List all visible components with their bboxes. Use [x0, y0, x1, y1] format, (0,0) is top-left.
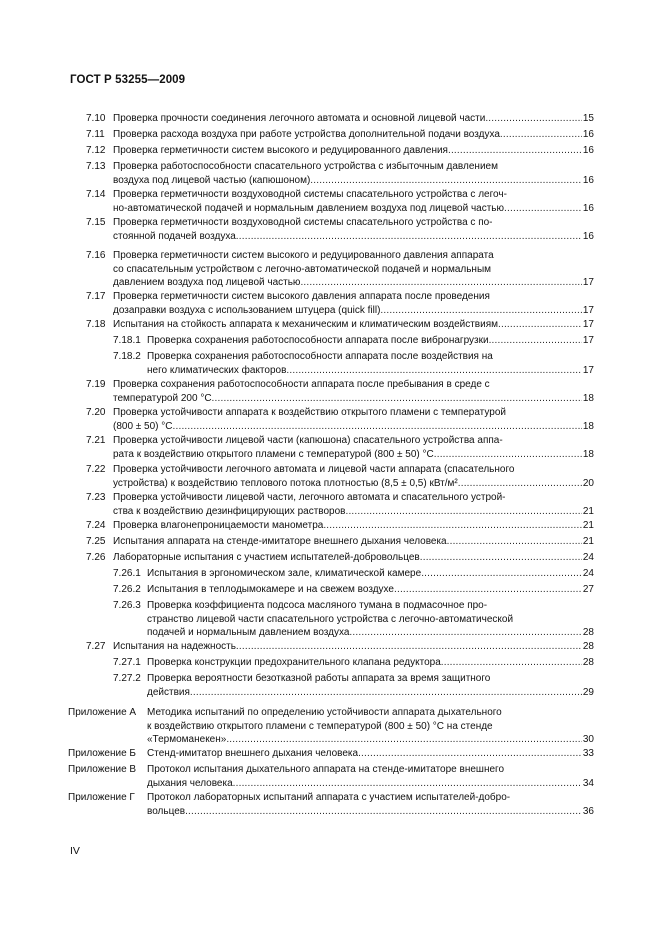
- dot-leader: [394, 583, 582, 597]
- page-number: IV: [70, 845, 80, 857]
- dot-leader: [236, 230, 582, 244]
- toc-entry-title-line: Проверка сохранения работоспособности аппарата после вибронагрузки: [147, 335, 489, 346]
- toc-entry-page: 18: [582, 448, 594, 460]
- toc-entry-number: Приложение Г: [68, 792, 135, 803]
- toc-entry-title-line: устройства) к воздействию теплового потока плотностью (8,5 ± 0,5) кВт/м²: [113, 477, 458, 489]
- toc-entry-number: 7.20: [86, 407, 106, 418]
- toc-entry-page: 34: [582, 777, 594, 789]
- toc-entry-number: 7.27.1: [113, 657, 141, 668]
- dot-leader: [345, 505, 581, 519]
- toc-entry-title-line: Протокол лабораторных испытаний аппарата с участием испытателей-добро-: [147, 792, 511, 803]
- toc-entry-number: 7.14: [86, 189, 106, 200]
- toc-entry-page: 17: [582, 335, 594, 346]
- dot-leader: [212, 392, 582, 406]
- toc-entry-title-line: Проверка расхода воздуха при работе устройства дополнительной подачи воздуха: [113, 129, 500, 140]
- toc-entry-title-line: рата к воздействию открытого пламени с температурой (800 ± 50) °С: [113, 448, 434, 460]
- toc-entry-title-line: Стенд-имитатор внешнего дыхания человека: [147, 748, 359, 759]
- dot-leader: [173, 420, 582, 434]
- dot-leader: [185, 805, 582, 819]
- toc-entry-page: 16: [582, 230, 594, 242]
- toc-entry-title-line: давлением воздуха под лицевой частью: [113, 277, 301, 288]
- toc-entry-title-line: Проверка устойчивости лицевой части (капюшона) спасательного устройства аппа-: [113, 435, 503, 446]
- dot-leader: [286, 364, 581, 378]
- toc-entry-title-line: Испытания аппарата на стенде-имитаторе внешнего дыхания человека: [113, 536, 447, 547]
- toc-entry-number: 7.25: [86, 536, 106, 547]
- toc-entry-title-line: Проверка герметичности систем высокого и редуцированного давления аппарата: [113, 250, 494, 261]
- toc-entry-number: 7.27.2: [113, 673, 141, 684]
- toc-entry-page: 33: [582, 748, 594, 759]
- toc-entry-number: 7.26.3: [113, 600, 141, 611]
- dot-leader: [380, 304, 581, 318]
- dot-leader: [498, 318, 582, 332]
- toc-entry-page: 20: [582, 477, 594, 489]
- toc-entry-title-line: вольцев: [147, 805, 186, 817]
- toc-entry-title-line: Проверка устойчивости аппарата к воздействию открытого пламени с температурой: [113, 407, 506, 418]
- toc-entry-title-line: но-автоматической подачей и нормальным давлением воздуха под лицевой частью: [113, 202, 505, 214]
- toc-entry-number: 7.12: [86, 145, 106, 156]
- toc-entry-number: 7.10: [86, 113, 106, 124]
- dot-leader: [349, 626, 581, 640]
- dot-leader: [236, 640, 582, 654]
- toc-entry-page: 36: [582, 805, 594, 817]
- dot-leader: [448, 144, 582, 158]
- toc-entry-number: 7.27: [86, 641, 106, 652]
- toc-entry-title-line: подачей и нормальным давлением воздуха: [147, 627, 350, 638]
- toc-entry-title-line: «Термоманекен»: [147, 734, 227, 745]
- toc-entry-page: 24: [582, 552, 594, 563]
- toc-entry-title-line: Проверка коэффициента подсоса масляного тумана в подмасочное про-: [147, 600, 488, 611]
- toc-entry-number: Приложение В: [68, 764, 137, 775]
- toc-entry-title-line: Проверка конструкции предохранительного клапана редуктора: [147, 657, 441, 668]
- toc-entry-title-line: Испытания в теплодымокамере и на свежем воздухе: [147, 584, 394, 595]
- dot-leader: [310, 174, 582, 188]
- toc-entry-title-line: (800 ± 50) °С: [113, 420, 173, 432]
- toc-entry-page: 18: [582, 392, 594, 404]
- toc-entry-title-line: Проверка герметичности систем высокого давления аппарата после проведения: [113, 291, 490, 302]
- toc-entry-title-line: Проверка устойчивости лицевой части, легочного автомата и спасательного устрой-: [113, 492, 506, 503]
- dot-leader: [420, 551, 582, 565]
- dot-leader: [489, 334, 582, 348]
- toc-entry-page: 17: [582, 364, 594, 376]
- toc-entry-page: 16: [582, 174, 594, 186]
- toc-entry-page: 21: [582, 520, 594, 531]
- toc-entry-page: 28: [582, 657, 594, 668]
- toc-entry-title-line: дозаправки воздуха с использованием штуцера (quick fill): [113, 304, 381, 316]
- dot-leader: [500, 128, 582, 142]
- toc-entry-page: 16: [582, 129, 594, 140]
- dot-leader: [233, 777, 582, 791]
- toc-entry-page: 30: [582, 734, 594, 745]
- toc-entry-title-line: Проверка сохранения работоспособности аппарата после пребывания в среде с: [113, 379, 490, 390]
- dot-leader: [421, 567, 582, 581]
- toc-entry-title-line: Протокол испытания дыхательного аппарата на стенде-имитаторе внешнего: [147, 764, 505, 775]
- toc-entry-page: 15: [582, 113, 594, 124]
- toc-entry-title-line: стоянной подачей воздуха: [113, 230, 236, 242]
- toc-entry-page: 17: [582, 319, 594, 330]
- toc-entry-title-line: Проверка герметичности систем высокого и редуцированного давления: [113, 145, 448, 156]
- toc-entry-number: 7.26.2: [113, 584, 141, 595]
- toc-entry-title-line: воздуха под лицевой частью (капюшоном): [113, 174, 311, 186]
- toc-entry-page: 21: [582, 536, 594, 547]
- toc-entry-title-line: со спасательным устройством с легочно-автоматической подачей и нормальным: [113, 263, 492, 275]
- toc-entry-title-line: Методика испытаний по определению устойчивости аппарата дыхательного: [147, 707, 502, 718]
- toc-entry-number: 7.17: [86, 291, 106, 302]
- toc-entry-page: 24: [582, 568, 594, 579]
- toc-entry-title-line: Лабораторные испытания с участием испытателей-добровольцев: [113, 552, 420, 563]
- toc-entry-number: 7.13: [86, 161, 106, 172]
- dot-leader: [458, 477, 582, 491]
- toc-entry-title-line: к воздействию открытого пламени с температурой (800 ± 50) °С на стенде: [147, 720, 493, 732]
- toc-entry-title-line: странство лицевой части спасательного устройства с легочно-автоматической: [147, 613, 514, 625]
- toc-entry-page: 18: [582, 420, 594, 432]
- toc-entry-title-line: Проверка герметичности воздуховодной системы спасательного устройства с легоч-: [113, 189, 507, 200]
- toc-entry-number: 7.18.2: [113, 351, 141, 362]
- toc-entry-number: 7.18: [86, 319, 106, 330]
- toc-entry-page: 21: [582, 505, 594, 517]
- toc-entry-number: 7.23: [86, 492, 106, 503]
- dot-leader: [485, 112, 582, 126]
- toc-entry-number: 7.11: [86, 129, 105, 140]
- toc-entry-number: 7.19: [86, 379, 106, 390]
- toc-entry-title-line: температурой 200 °С: [113, 392, 212, 404]
- dot-leader: [226, 733, 582, 747]
- toc-entry-title-line: ства к воздействию дезинфицирующих растворов: [113, 505, 346, 517]
- toc-entry-title-line: Испытания на стойкость аппарата к механическим и климатическим воздействиям: [113, 319, 498, 330]
- toc-entry-page: 16: [582, 202, 594, 214]
- toc-entry-page: 28: [582, 627, 594, 638]
- toc-entry-number: 7.16: [86, 250, 106, 261]
- toc-entry-page: 27: [582, 584, 594, 595]
- document-header: ГОСТ Р 53255—2009: [70, 74, 186, 86]
- toc-entry-title-line: Испытания на надежность: [113, 641, 236, 652]
- toc-entry-title-line: Проверка сохранения работоспособности аппарата после воздействия на: [147, 351, 493, 362]
- toc-entry-page: 29: [582, 686, 594, 698]
- toc-entry-number: 7.21: [86, 435, 106, 446]
- toc-entry-title-line: Проверка устойчивости легочного автомата и лицевой части аппарата (спасательного: [113, 464, 515, 475]
- toc-entry-title-line: Проверка герметичности воздуховодной системы спасательного устройства с по-: [113, 217, 493, 228]
- toc-entry-page: 17: [582, 277, 594, 288]
- toc-entry-page: 17: [582, 304, 594, 316]
- dot-leader: [190, 686, 582, 700]
- dot-leader: [441, 656, 582, 670]
- toc-entry-title-line: Проверка прочности соединения легочного автомата и основной лицевой части: [113, 113, 486, 124]
- toc-entry-title-line: Проверка работоспособности спасательного устройства с избыточным давлением: [113, 161, 498, 172]
- toc-entry-number: 7.26: [86, 552, 106, 563]
- dot-leader: [434, 448, 582, 462]
- toc-entry-title-line: Проверка влагонепроницаемости манометра: [113, 520, 324, 531]
- toc-entry-page: 28: [582, 641, 594, 652]
- toc-entry-title-line: действия: [147, 686, 190, 698]
- toc-entry-title-line: Проверка вероятности безотказной работы аппарата за время защитного: [147, 673, 491, 684]
- toc-entry-number: Приложение А: [68, 707, 137, 718]
- dot-leader: [323, 519, 582, 533]
- toc-entry-page: 16: [582, 145, 594, 156]
- toc-entry-number: 7.22: [86, 464, 106, 475]
- toc-entry-number: 7.26.1: [113, 568, 141, 579]
- toc-entry-number: 7.15: [86, 217, 106, 228]
- dot-leader: [504, 202, 582, 216]
- toc-entry-title-line: Испытания в эргономическом зале, климатической камере: [147, 568, 422, 579]
- toc-entry-number: Приложение Б: [68, 748, 136, 759]
- toc-entry-number: 7.24: [86, 520, 106, 531]
- toc-entry-title-line: дыхания человека: [147, 777, 233, 789]
- toc-entry-title-line: него климатических факторов: [147, 364, 287, 376]
- dot-leader: [300, 276, 581, 290]
- toc-entry-number: 7.18.1: [113, 335, 141, 346]
- dot-leader: [358, 747, 582, 761]
- dot-leader: [447, 535, 582, 549]
